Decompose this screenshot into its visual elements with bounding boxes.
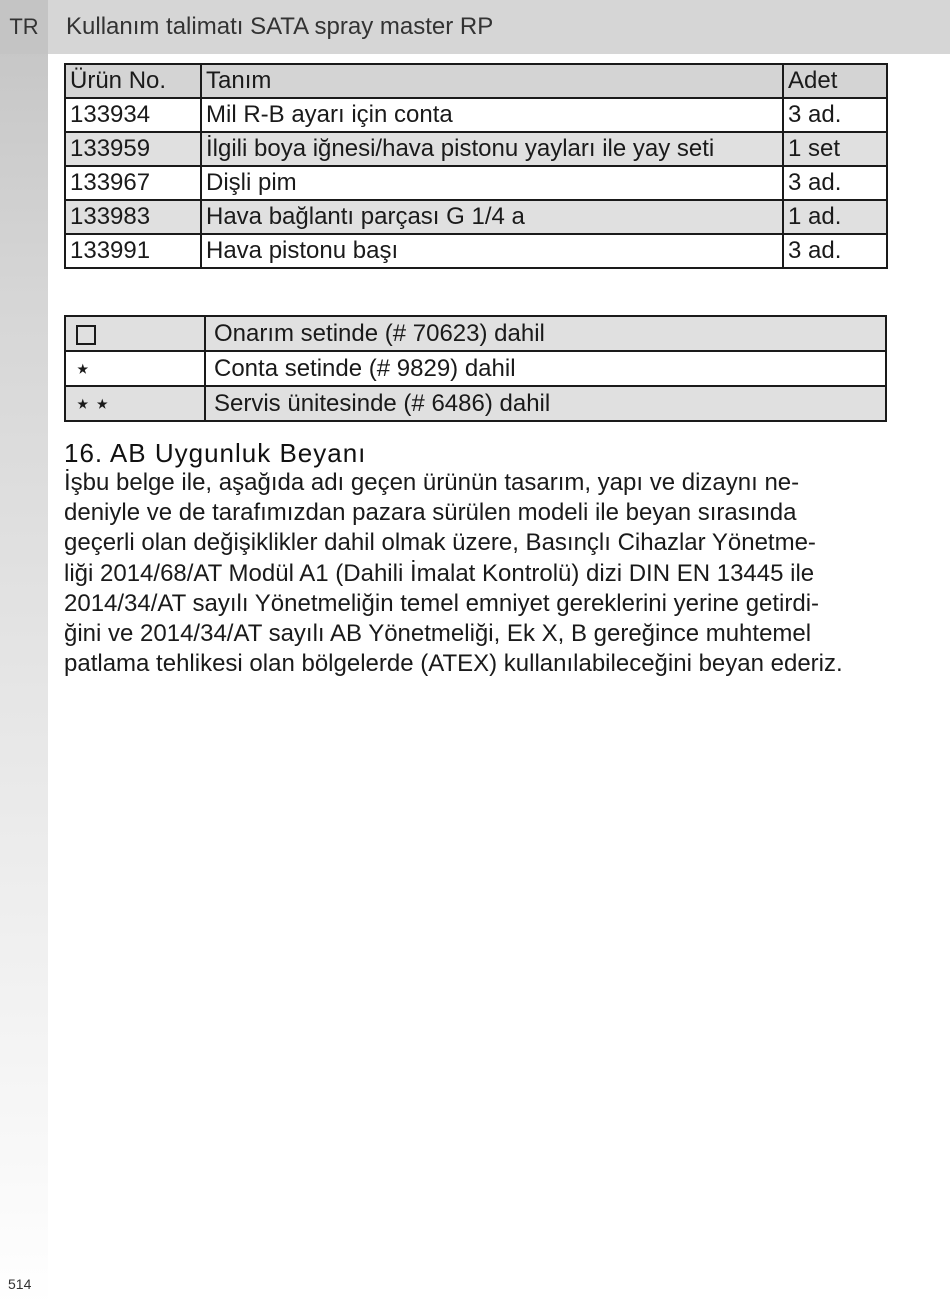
table-row	[65, 200, 887, 234]
paragraph-line: ğini ve 2014/34/AT sayılı AB Yönetmeliği, Ek X, B gereğince muhtemel	[64, 620, 812, 648]
table-header-row	[65, 64, 887, 98]
legend-symbol-cell	[65, 316, 205, 351]
legend-text-cell: Onarım setinde (# 70623) dahil	[205, 316, 886, 351]
column-header-quantity: Adet	[783, 64, 887, 98]
description-cell: Hava bağlantı parçası G 1/4 a	[201, 200, 783, 234]
parts-table	[64, 63, 888, 269]
description-cell: İlgili boya iğnesi/hava pistonu yayları ile yay seti	[201, 132, 783, 166]
product-number-cell: 133934	[65, 98, 201, 132]
description-cell: Hava pistonu başı	[201, 234, 783, 268]
paragraph-line: geçerli olan değişiklikler dahil olmak üzere, Basınçlı Cihazlar Yönetme-	[64, 529, 816, 557]
quantity-cell: 1 set	[783, 132, 887, 166]
product-number-cell: 133983	[65, 200, 201, 234]
double-star-icon: ⋆⋆	[65, 386, 205, 421]
column-header-product-no: Ürün No.	[65, 64, 201, 98]
paragraph-line: İşbu belge ile, aşağıda adı geçen ürünün tasarım, yapı ve dizaynı ne-	[64, 469, 800, 496]
legend-row	[65, 386, 886, 421]
table-row	[65, 132, 887, 166]
legend-text-cell: Conta setinde (# 9829) dahil	[205, 351, 886, 386]
legend-table	[64, 315, 887, 422]
description-cell: Dişli pim	[201, 166, 783, 200]
column-header-description: Tanım	[201, 64, 783, 98]
description-cell: Mil R-B ayarı için conta	[201, 98, 783, 132]
table-row	[65, 166, 887, 200]
quantity-cell: 1 ad.	[783, 200, 887, 234]
quantity-cell: 3 ad.	[783, 234, 887, 268]
star-icon: ⋆	[65, 351, 205, 386]
paragraph-line: 2014/34/AT sayılı Yönetmeliğin temel emniyet gereklerini yerine getirdi-	[64, 589, 820, 617]
document-title: Kullanım talimatı SATA spray master RP	[66, 13, 494, 40]
section-heading: 16. AB Uygunluk Beyanı	[64, 438, 367, 468]
quantity-cell: 3 ad.	[783, 98, 887, 132]
paragraph-line: deniyle ve de tarafımızdan pazara sürülen modeli ile beyan sırasında	[64, 499, 797, 527]
declaration-paragraph	[64, 468, 894, 679]
legend-text-cell: Servis ünitesinde (# 6486) dahil	[205, 386, 886, 421]
square-icon	[76, 325, 96, 345]
product-number-cell: 133967	[65, 166, 201, 200]
language-tab: TR	[0, 0, 48, 54]
quantity-cell: 3 ad.	[783, 166, 887, 200]
paragraph-line: liği 2014/68/AT Modül A1 (Dahili İmalat Kontrolü) dizi DIN EN 13445 ile	[64, 559, 815, 587]
page-number: 514	[8, 1276, 32, 1292]
product-number-cell: 133991	[65, 234, 201, 268]
page-header	[0, 0, 950, 54]
table-row	[65, 98, 887, 132]
legend-row	[65, 316, 886, 351]
paragraph-line: patlama tehlikesi olan bölgelerde (ATEX) kullanılabileceğini beyan ederiz.	[64, 650, 843, 678]
legend-row	[65, 351, 886, 386]
side-margin-band	[0, 0, 48, 1306]
table-row	[65, 234, 887, 268]
product-number-cell: 133959	[65, 132, 201, 166]
